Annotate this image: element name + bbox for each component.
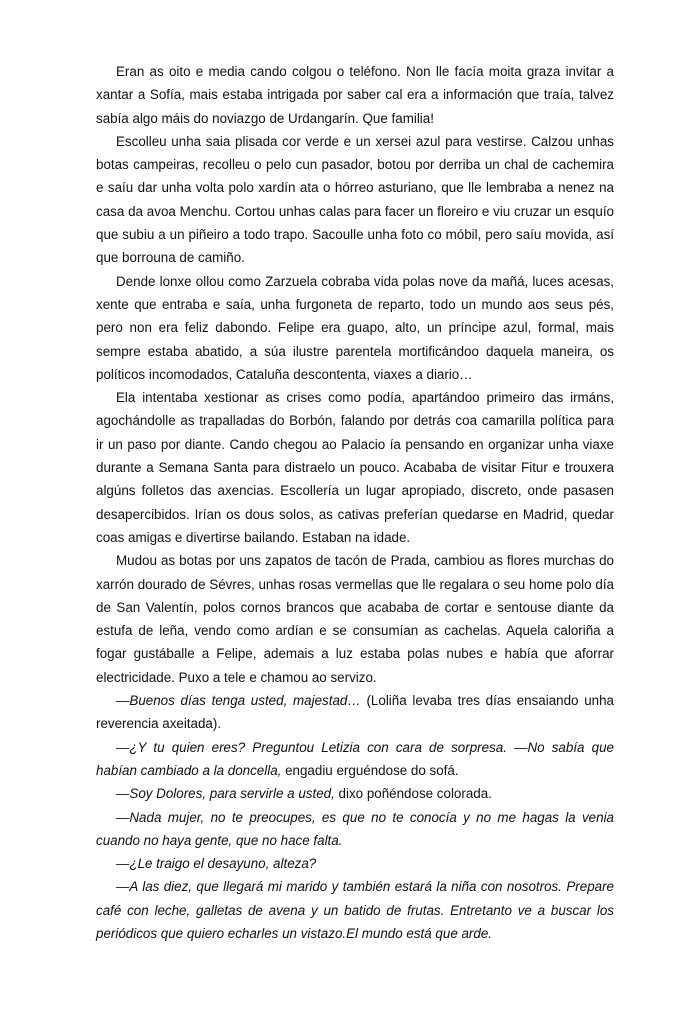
dialogue-italic: —Nada mujer, no te preocupes, es que no te conocía y no me hagas la venia cuando no haya gente, que no hace falta. [96,809,614,848]
narration: dixo poñéndose colorada. [334,786,492,802]
text-segment: Eran as oito e media cando colgou o teléfono. Non lle facía moita graza invitar a xantar a Sofía, mais estaba intrigada por saber cal era a información que traía, talvez sabía algo máis do noviazgo de Urdangarín. Que familia! [96,64,614,126]
dialogue-italic: —¿Le traigo el desayuno, alteza? [116,856,317,872]
paragraph [96,549,614,689]
dialogue-paragraph [96,852,614,875]
paragraph [96,270,614,386]
document-page [96,60,614,945]
dialogue-paragraph [96,806,614,853]
dialogue-paragraph [96,736,614,783]
dialogue-paragraph [96,782,614,805]
dialogue-italic: —Buenos días tenga usted, majestad… [116,693,361,709]
dialogue-italic: —¿Y tu quien eres? Preguntou Letizia con cara de sorpresa. —No sabía que habían cambiado a la doncella, [96,739,614,778]
paragraph [96,386,614,549]
paragraph [96,60,614,130]
dialogue-italic: —A las diez, que llegará mi marido y también estará la niña con nosotros. Prepare café con leche, galletas de avena y un batido de frutas. Entretanto ve a buscar los periódicos que quiero echarles un vistazo.El mundo está que arde. [96,879,614,941]
dialogue-paragraph [96,689,614,736]
text-segment: Dende lonxe ollou como Zarzuela cobraba vida polas nove da mañá, luces acesas, xente que entraba e saía, unha furgoneta de reparto, todo un mundo aos seus pés, pero non era feliz dabondo. Felipe era guapo, alto, un príncipe azul, formal, mais sempre estaba abatido, a súa ilustre parentela mortificándoo daquela maneira, os políticos incomodados, Cataluña descontenta, viaxes a diario… [96,273,614,382]
text-segment: Ela intentaba xestionar as crises como podía, apartándoo primeiro das irmáns, agochándolle as trapalladas do Borbón, falando por detrás coa camarilla política para ir un paso por diante. Cando chegou ao Palacio ía pensando en organizar unha viaxe durante a Semana Santa para distraelo un pouco. Acababa de visitar Fitur e trouxera algúns folletos das axencias. Escollería un lugar apropiado, discreto, onde pasasen desapercibidos. Irían os dous solos, as cativas preferían quedarse en Madrid, quedar coas amigas e divertirse bailando. Estaban na idade. [96,390,614,545]
text-segment: Escolleu unha saia plisada cor verde e un xersei azul para vestirse. Calzou unhas botas campeiras, recolleu o pelo cun pasador, botou por derriba un chal de cachemira e saíu dar unha volta polo xardín ata o hórreo asturiano, que lle lembraba a nenez na casa da avoa Menchu. Cortou unhas calas para facer un floreiro e viu cruzar un esquío que subiu a un piñeiro a todo trapo. Sacoulle unha foto co móbil, pero saíu movida, así que borrouna de camiño. [96,133,614,266]
text-segment: Mudou as botas por uns zapatos de tacón de Prada, cambiou as flores murchas do xarrón dourado de Sévres, unhas rosas vermellas que lle regalara o seu home polo día de San Valentín, polos cornos brancos que acababa de cortar e sentouse diante da estufa de leña, vendo como ardían e se consumían as cachelas. Aquela caloriña a fogar gustáballe a Felipe, ademais a luz estaba polas nubes e había que aforrar electricidade. Puxo a tele e chamou ao servizo. [96,553,614,685]
paragraph [96,130,614,270]
narration: (Loliña levaba tres días ensaiando unha reverencia axeitada). [96,693,614,732]
dialogue-paragraph [96,875,614,945]
narration: engadiu erguéndose do sofá. [281,762,459,778]
dialogue-italic: —Soy Dolores, para servirle a usted, [116,786,335,802]
